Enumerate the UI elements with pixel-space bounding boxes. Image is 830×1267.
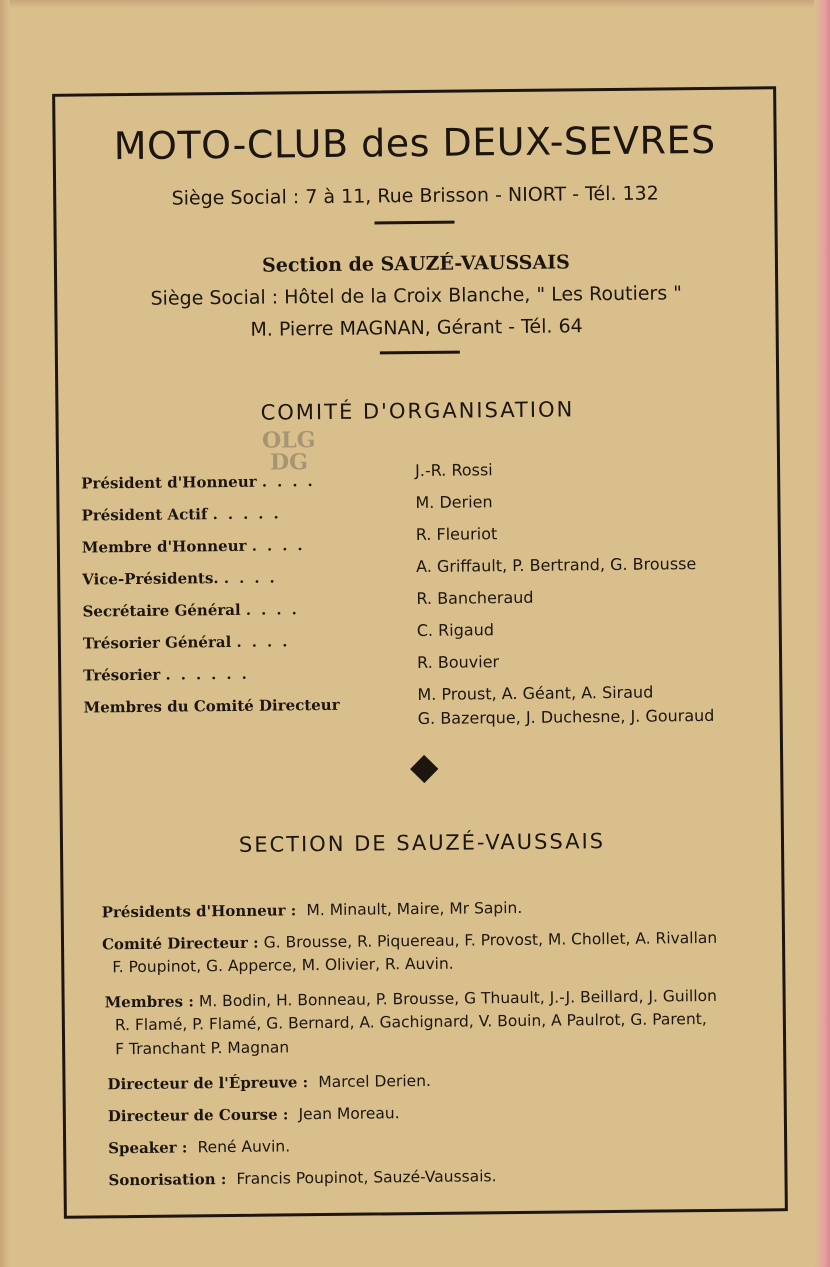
committee-member: J.-R. Rossi [414, 460, 493, 481]
section-seat: Siège Social : Hôtel de la Croix Blanche, " Les Routiers " [150, 282, 683, 310]
committee-role: Membres du Comité Directeur [83, 695, 340, 717]
directeur-course-line: Directeur de Course : Jean Moreau. [107, 1104, 400, 1126]
section2-title: SECTION DE SAUZÉ-VAUSSAIS [238, 829, 606, 857]
committee-member: M. Derien [415, 492, 493, 513]
section-heading: Section de SAUZÉ-VAUSSAIS [261, 251, 570, 277]
diamond-ornament-icon [410, 755, 438, 783]
membres-line-3: F Tranchant P. Magnan [115, 1038, 290, 1059]
membres-line: Membres : M. Bodin, H. Bonneau, P. Brousse, G Thuault, J.-J. Beillard, J. Guillon [104, 986, 718, 1012]
committee-role: Trésorier Général .... [82, 632, 298, 653]
presidents-line: Présidents d'Honneur : M. Minault, Maire, Mr Sapin. [101, 898, 523, 922]
committee-role: Membre d'Honneur .... [81, 536, 313, 557]
membres-line-2: R. Flamé, P. Flamé, G. Bernard, A. Gachignard, V. Bouin, A Paulrot, G. Parent, [114, 1010, 707, 1035]
committee-member: R. Fleuriot [415, 524, 498, 545]
committee-member: R. Bouvier [417, 652, 500, 673]
document-frame [52, 86, 788, 1219]
committee-role: Président d'Honneur .... [81, 472, 323, 493]
committee-member: M. Proust, A. Géant, A. Siraud [417, 682, 654, 705]
committee-role: Président Actif ..... [81, 504, 289, 525]
comite-line-2: F. Poupinot, G. Apperce, M. Olivier, R. Auvin. [112, 954, 454, 977]
committee-title: COMITÉ D'ORGANISATION [260, 397, 575, 425]
club-title: MOTO-CLUB des DEUX-SEVRES [113, 117, 716, 169]
section-manager: M. Pierre MAGNAN, Gérant - Tél. 64 [250, 315, 583, 341]
page-left-edge [0, 0, 10, 1267]
watermark-stamp: OLG DG [261, 427, 316, 476]
committee-member: A. Griffault, P. Bertrand, G. Brousse [416, 554, 697, 577]
comite-line: Comité Directeur : G. Brousse, R. Piquereau, F. Provost, M. Chollet, A. Rivallan [101, 928, 718, 954]
pink-back-cover-edge [814, 0, 830, 1267]
directeur-epreuve-line: Directeur de l'Épreuve : Marcel Derien. [107, 1071, 432, 1094]
page-top-edge [0, 0, 830, 8]
committee-role: Vice-Présidents. .... [82, 568, 285, 589]
committee-role: Secrétaire Général .... [82, 600, 307, 621]
committee-role: Trésorier ...... [83, 664, 257, 685]
divider-2 [380, 351, 460, 355]
speaker-line: Speaker : René Auvin. [108, 1137, 291, 1158]
committee-member: G. Bazerque, J. Duchesne, J. Gouraud [417, 705, 715, 729]
committee-member: C. Rigaud [416, 620, 495, 641]
sonorisation-line: Sonorisation : Francis Poupinot, Sauzé-Vaussais. [108, 1167, 497, 1190]
club-address: Siège Social : 7 à 11, Rue Brisson - NIORT - Tél. 132 [171, 182, 659, 210]
divider-1 [374, 221, 454, 225]
committee-member: R. Bancheraud [416, 587, 534, 609]
